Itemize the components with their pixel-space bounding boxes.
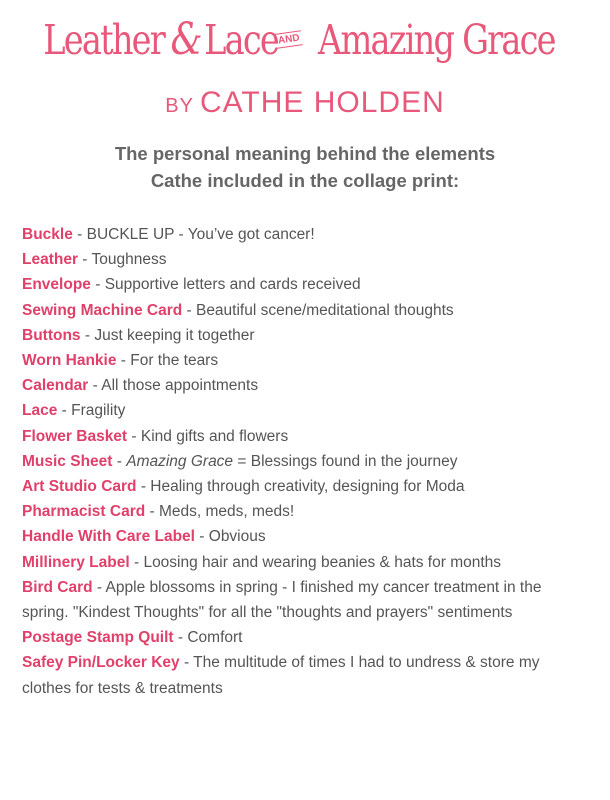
- item-label: Millinery Label: [22, 553, 130, 571]
- item-description: - Obvious: [194, 528, 266, 546]
- item-description-suffix: = Blessings found in the journey: [233, 452, 458, 470]
- item-description: - Beautiful scene/meditational thoughts: [182, 301, 454, 319]
- item-label: Buckle: [22, 226, 73, 243]
- item-label: Flower Basket: [22, 427, 128, 445]
- list-item: [22, 373, 592, 398]
- list-item: [22, 222, 592, 247]
- item-description: - All those appointments: [88, 377, 259, 395]
- item-description: - Meds, meds, meds!: [145, 503, 295, 521]
- item-description: - Apple blossoms in spring - I finished my cancer treatment in the spring. "Kindest Thoughts" for all the "thoughts and prayers" sentiments: [22, 578, 542, 622]
- title-leather: Leather: [42, 15, 164, 64]
- list-item: [22, 474, 592, 499]
- title-amazing-grace: Amazing Grace: [317, 15, 555, 64]
- list-item: [22, 575, 592, 625]
- item-description: - Loosing hair and wearing beanies & hats for months: [129, 553, 502, 571]
- item-label: Safey Pin/Locker Key: [22, 654, 180, 672]
- list-item: [22, 272, 592, 297]
- item-description: - Kind gifts and flowers: [127, 427, 289, 445]
- list-item: [22, 298, 592, 323]
- element-list: [22, 222, 592, 701]
- title-ampersand: &: [170, 14, 203, 65]
- item-description: - Toughness: [78, 251, 167, 269]
- heading-line-1: The personal meaning behind the elements: [114, 143, 496, 164]
- list-item: [22, 348, 592, 373]
- logo-title: [0, 14, 610, 65]
- list-item: [22, 424, 592, 449]
- item-label: Art Studio Card: [22, 478, 137, 496]
- title-and-badge: AND: [275, 30, 303, 48]
- item-label: Leather: [22, 251, 78, 269]
- byline-by: BY: [165, 95, 194, 117]
- list-item: [22, 323, 592, 348]
- byline-author: CATHE HOLDEN: [199, 86, 445, 119]
- intro-heading: [0, 140, 610, 194]
- list-item: [22, 398, 592, 423]
- item-label: Lace: [22, 402, 58, 420]
- item-label: Calendar: [22, 377, 89, 395]
- list-item: [22, 524, 592, 549]
- list-item: [22, 550, 592, 575]
- item-label: Postage Stamp Quilt: [22, 629, 174, 647]
- list-item: [22, 625, 592, 650]
- item-description: - Supportive letters and cards received: [90, 276, 361, 294]
- item-description: [112, 453, 457, 470]
- list-item: [22, 650, 592, 700]
- list-item: [22, 499, 592, 524]
- item-label: Worn Hankie: [22, 352, 117, 370]
- item-label: Handle With Care Label: [22, 528, 195, 546]
- heading-line-2: Cathe included in the collage print:: [150, 170, 460, 191]
- list-item: [22, 247, 592, 272]
- item-description: - BUCKLE UP - You’ve got cancer!: [72, 226, 315, 243]
- item-description: - Fragility: [57, 402, 126, 420]
- item-label: Envelope: [22, 276, 91, 294]
- item-label: Buttons: [22, 326, 81, 344]
- item-description: - Healing through creativity, designing for Moda: [136, 478, 465, 496]
- item-label: Sewing Machine Card: [22, 301, 183, 319]
- list-item: [22, 449, 592, 474]
- item-label: Bird Card: [22, 578, 93, 596]
- item-description-italic: Amazing Grace: [126, 452, 234, 470]
- item-description: - Just keeping it together: [80, 326, 255, 344]
- item-description: - The multitude of times I had to undress & store my clothes for tests & treatments: [22, 654, 540, 697]
- item-description: - Comfort: [173, 629, 243, 647]
- title-lace: Lace: [204, 15, 278, 64]
- item-label: Pharmacist Card: [22, 503, 146, 521]
- item-description: - For the tears: [116, 352, 219, 370]
- byline: [0, 86, 610, 120]
- item-label: Music Sheet: [22, 452, 113, 470]
- item-description-prefix: -: [112, 452, 127, 470]
